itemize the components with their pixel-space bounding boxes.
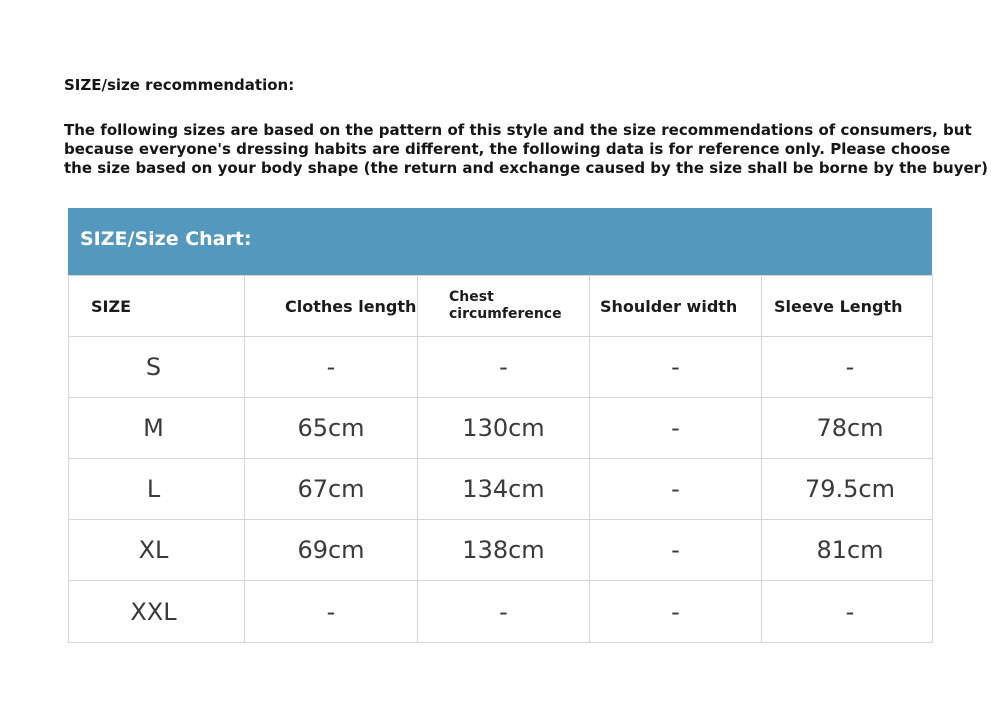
clothes-length-value: 65cm [245,398,418,459]
column-header-chest-circumference [418,276,590,337]
chest-value: 130cm [418,398,590,459]
table-header-row [69,276,933,337]
sleeve-value: - [762,581,933,643]
column-header-sleeve-length: Sleeve Length [762,276,933,337]
chest-value: 138cm [418,520,590,581]
table-row [69,459,933,520]
table-row [69,581,933,643]
size-label: XL [69,520,245,581]
column-header-size: SIZE [69,276,245,337]
shoulder-value: - [590,337,762,398]
size-label: L [69,459,245,520]
column-header-shoulder-width: Shoulder width [590,276,762,337]
clothes-length-value: - [245,581,418,643]
chest-value: - [418,337,590,398]
disclaimer-line-3: the size based on your body shape (the return and exchange caused by the size shall be borne by the buyer) [64,159,988,177]
table-row [69,520,933,581]
size-chart [68,208,932,647]
page-heading: SIZE/size recommendation: [64,76,295,94]
size-disclaimer [64,121,988,178]
disclaimer-line-2: because everyone's dressing habits are different, the following data is for reference only. Please choose [64,140,951,158]
shoulder-value: - [590,459,762,520]
clothes-length-value: 67cm [245,459,418,520]
sleeve-value: - [762,337,933,398]
size-label: M [69,398,245,459]
shoulder-value: - [590,398,762,459]
clothes-length-value: - [245,337,418,398]
chest-header-line-1: Chest [449,289,494,305]
size-chart-title: SIZE/Size Chart: [80,228,252,250]
size-label: XXL [69,581,245,643]
clothes-length-value: 69cm [245,520,418,581]
chest-header-line-2: circumference [449,306,562,322]
disclaimer-line-1: The following sizes are based on the pattern of this style and the size recommendations of consumers, but [64,121,972,139]
table-row [69,337,933,398]
table-row [69,398,933,459]
column-header-clothes-length: Clothes length [245,276,418,337]
shoulder-value: - [590,581,762,643]
chest-value: - [418,581,590,643]
shoulder-value: - [590,520,762,581]
size-chart-header [68,208,932,275]
sleeve-value: 78cm [762,398,933,459]
size-label: S [69,337,245,398]
sleeve-value: 81cm [762,520,933,581]
chest-value: 134cm [418,459,590,520]
size-table [68,275,933,643]
sleeve-value: 79.5cm [762,459,933,520]
